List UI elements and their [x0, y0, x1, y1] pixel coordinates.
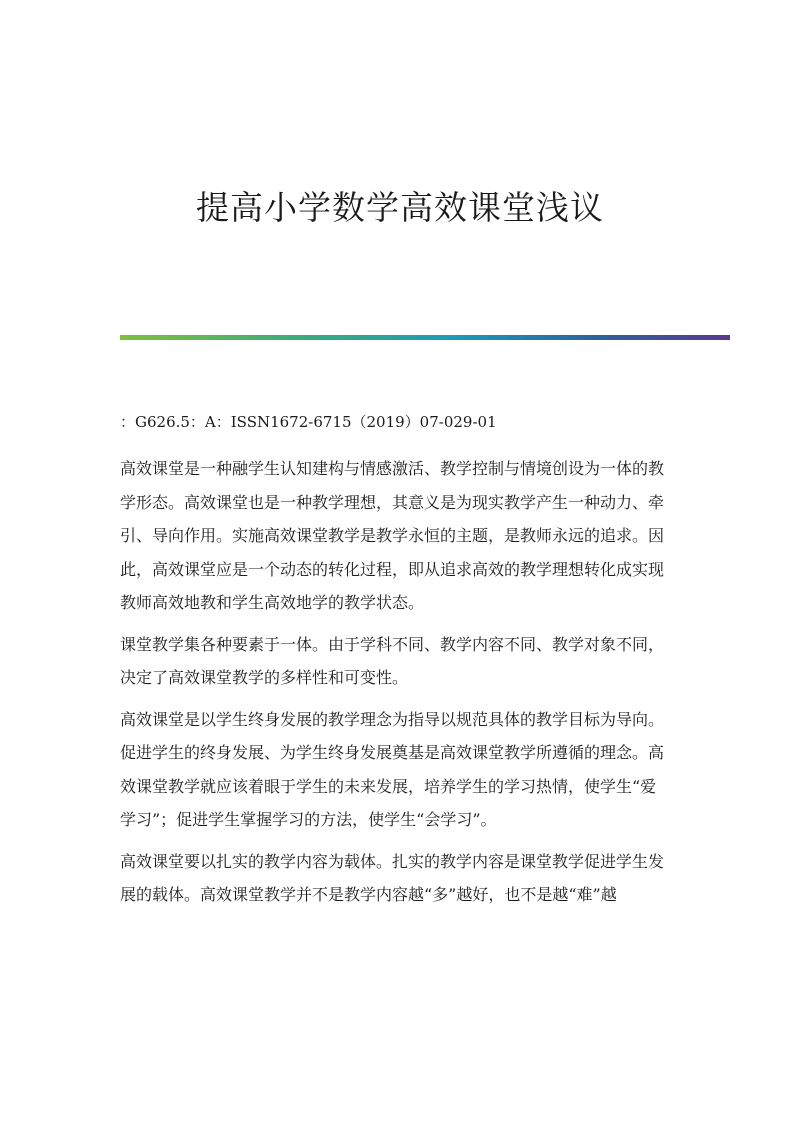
- text-line: 学习”；促进学生掌握学习的方法，使学生“会学习”。: [120, 810, 497, 829]
- text-line: 高效课堂要以扎实的教学内容为载体。扎实的教学内容是课堂教学促进学生发: [120, 851, 665, 871]
- body-text: [120, 452, 680, 920]
- classification-line: ：G626.5：A：ISSN1672-6715（2019）07-029-01: [120, 413, 497, 431]
- paragraph: [120, 703, 680, 837]
- text-line: 效课堂教学就应该着眼于学生的未来发展，培养学生的学习热情，使学生“爱: [120, 776, 657, 796]
- paragraph: [120, 628, 680, 695]
- text-line: 课堂教学集各种要素于一体。由于学科不同、教学内容不同、教学对象不同，: [120, 634, 665, 654]
- text-line: 展的载体。高效课堂教学并不是教学内容越“多”越好，也不是越“难”越: [120, 885, 617, 904]
- text-line: 促进学生的终身发展、为学生终身发展奠基是高效课堂教学所遵循的理念。高: [120, 743, 665, 762]
- text-line: 高效课堂是以学生终身发展的教学理念为指导以规范具体的教学目标为导向。: [120, 709, 665, 729]
- document-title: 提高小学数学高效课堂浅议: [196, 188, 604, 227]
- title-divider: [120, 335, 730, 340]
- text-line: 决定了高效课堂教学的多样性和可变性。: [120, 668, 409, 687]
- text-line: 高效课堂是一种融学生认知建构与情感激活、教学控制与情境创设为一体的教: [120, 459, 665, 478]
- paragraph: [120, 845, 680, 912]
- text-line: 此，高效课堂应是一个动态的转化过程，即从追求高效的教学理想转化成实现: [120, 559, 665, 579]
- text-line: 教师高效地教和学生高效地学的教学状态。: [120, 593, 425, 612]
- paragraph: [120, 452, 680, 620]
- text-line: 引、导向作用。实施高效课堂教学是教学永恒的主题，是教师永远的追求。因: [120, 526, 665, 545]
- text-line: 学形态。高效课堂也是一种教学理想，其意义是为现实教学产生一种动力、牵: [120, 492, 665, 512]
